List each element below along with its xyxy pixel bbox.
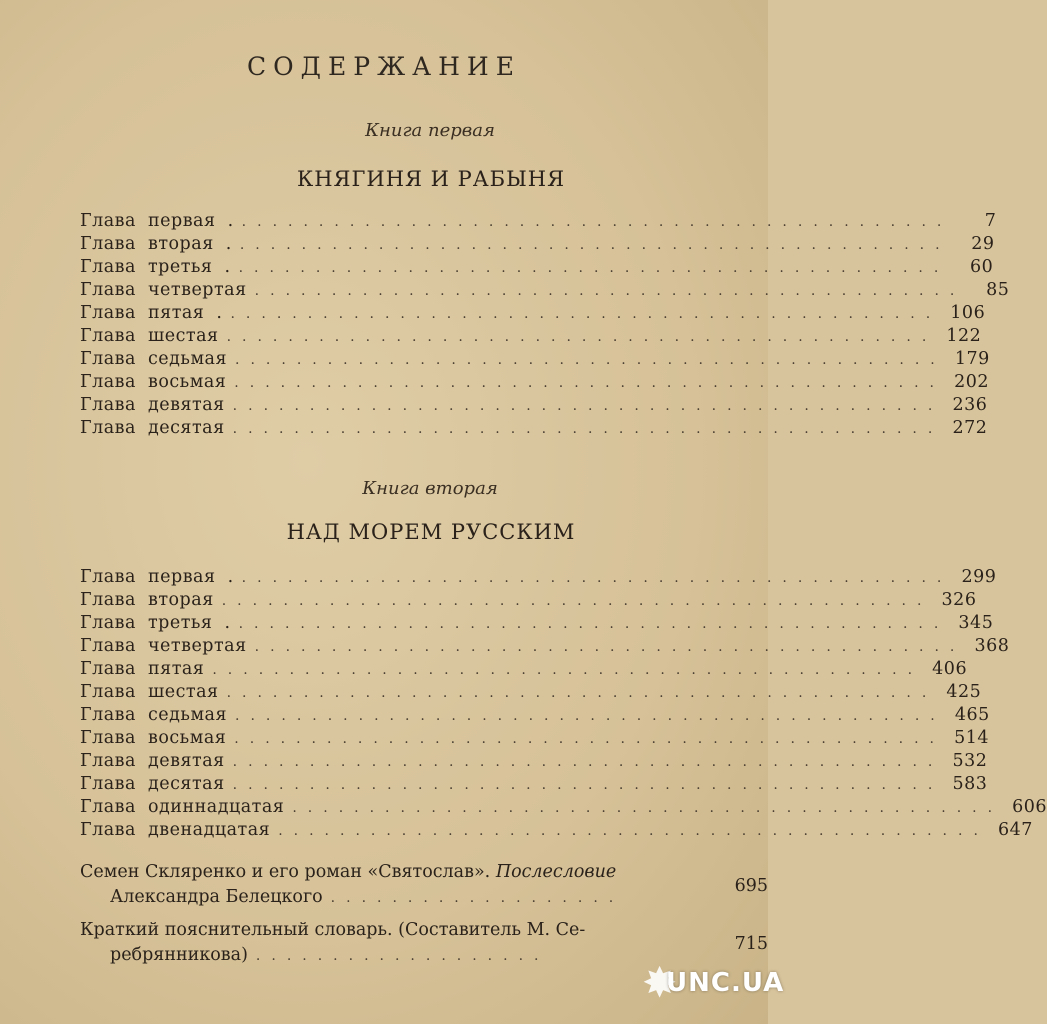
chapter-page: 425 — [946, 682, 982, 702]
chapter-title: Глава четвертая — [80, 636, 247, 656]
chapter-title: Глава шестая — [80, 682, 219, 702]
toc-entry — [80, 417, 988, 440]
dot-leader: .............................................. — [234, 731, 946, 747]
toc-entry — [80, 371, 990, 394]
chapter-title: Глава девятая — [80, 395, 225, 415]
dot-leader: .............................................. — [226, 685, 938, 701]
dot-leader: .............................................. — [232, 421, 944, 437]
watermark-text: UNC.UA — [666, 968, 785, 998]
chapter-page: 179 — [954, 349, 990, 369]
chapter-page: 532 — [952, 751, 988, 771]
toc-entry — [80, 348, 990, 371]
chapter-page: 7 — [984, 211, 997, 231]
toc-entry — [80, 773, 988, 796]
chapter-title: Глава четвертая — [80, 280, 247, 300]
toc-entry — [80, 658, 968, 681]
chapter-page: 606 — [1012, 797, 1047, 817]
book2-chapter-list — [80, 566, 1047, 842]
chapter-title: Глава десятая — [80, 774, 225, 794]
chapter-page: 647 — [998, 820, 1033, 840]
toc-entry — [80, 233, 995, 256]
toc-entry — [80, 256, 994, 279]
toc-entry — [80, 704, 990, 727]
chapter-page: 85 — [986, 280, 1010, 300]
chapter-title: Глава седьмая — [80, 349, 228, 369]
chapter-title: Глава вторая . — [80, 234, 232, 254]
book1-chapter-list — [80, 210, 1010, 440]
star-burst-icon: ✸ — [642, 958, 678, 1007]
chapter-page: 514 — [954, 728, 990, 748]
chapter-title: Глава первая . — [80, 567, 234, 587]
chapter-title: Глава десятая — [80, 418, 225, 438]
toc-entry — [80, 210, 997, 233]
chapter-title: Глава восьмая — [80, 372, 227, 392]
dot-leader: .............................................. — [292, 800, 1004, 816]
dot-leader: .............................................. — [241, 570, 953, 586]
chapter-title: Глава первая . — [80, 211, 234, 231]
dot-leader: .............................................. — [239, 237, 951, 253]
chapter-page: 122 — [946, 326, 982, 346]
dot-leader: .............................................. — [232, 398, 944, 414]
toc-entry — [80, 635, 1010, 658]
chapter-title: Глава двенадцатая — [80, 820, 271, 840]
chapter-title: Глава шестая — [80, 326, 219, 346]
toc-entry — [80, 612, 994, 635]
chapter-title: Глава пятая — [80, 659, 205, 679]
dot-leader: .............................................. — [232, 754, 944, 770]
book1-title: КНЯГИНЯ И РАБЫНЯ — [296, 167, 566, 191]
dot-leader: .............................................. — [212, 662, 924, 678]
chapter-page: 299 — [961, 567, 997, 587]
toc-entry — [80, 727, 990, 750]
toc-entry — [80, 819, 1033, 842]
chapter-page: 465 — [954, 705, 990, 725]
toc-entry — [80, 750, 988, 773]
glossary-page: 715 — [734, 934, 768, 954]
toc-entry — [80, 279, 1010, 302]
dot-leader: ................... — [330, 890, 625, 906]
toc-entry — [80, 325, 982, 348]
dot-leader: .............................................. — [230, 306, 942, 322]
chapter-page: 368 — [974, 636, 1010, 656]
watermark — [642, 958, 785, 1016]
chapter-page: 326 — [941, 590, 977, 610]
glossary-line2: ребрянникова) — [110, 945, 248, 965]
book1-label: Книга первая — [365, 120, 495, 141]
dot-leader: .............................................. — [232, 777, 944, 793]
dot-leader: .............................................. — [238, 260, 950, 276]
chapter-page: 272 — [952, 418, 988, 438]
toc-entry — [80, 394, 988, 417]
toc-entry — [80, 681, 982, 704]
glossary-line1: Краткий пояснительный словарь. (Составитель М. Се- — [80, 920, 586, 940]
chapter-page: 60 — [970, 257, 994, 277]
book2-title: НАД МОРЕМ РУССКИМ — [286, 520, 576, 544]
dot-leader: .............................................. — [235, 352, 946, 368]
toc-entry — [80, 589, 977, 612]
book2-label: Книга вторая — [362, 478, 498, 499]
toc-entry — [80, 566, 997, 589]
dot-leader: ................... — [255, 948, 550, 964]
chapter-title: Глава седьмая — [80, 705, 228, 725]
afterword-entry — [80, 860, 768, 911]
chapter-title: Глава пятая . — [80, 303, 223, 323]
chapter-title: Глава третья . — [80, 613, 231, 633]
afterword-line1: Семен Скляренко и его роман «Святослав». — [80, 862, 491, 882]
dot-leader: .............................................. — [238, 616, 950, 632]
chapter-page: 106 — [950, 303, 986, 323]
dot-leader: .............................................. — [254, 639, 966, 655]
dot-leader: .............................................. — [254, 283, 966, 299]
chapter-title: Глава одиннадцатая — [80, 797, 285, 817]
dot-leader: .............................................. — [234, 375, 946, 391]
chapter-page: 583 — [952, 774, 988, 794]
dot-leader: .............................................. — [235, 708, 946, 724]
chapter-title: Глава девятая — [80, 751, 225, 771]
afterword-italic: Послесловие — [495, 862, 617, 882]
chapter-page: 202 — [954, 372, 990, 392]
toc-entry — [80, 302, 986, 325]
chapter-page: 236 — [952, 395, 988, 415]
chapter-page: 406 — [932, 659, 968, 679]
dot-leader: .............................................. — [241, 214, 953, 230]
chapter-page: 345 — [958, 613, 994, 633]
chapter-title: Глава вторая — [80, 590, 214, 610]
chapter-title: Глава восьмая — [80, 728, 227, 748]
contents-title: СОДЕРЖАНИЕ — [247, 52, 521, 81]
dot-leader: .............................................. — [226, 329, 938, 345]
afterword-line2: Александра Белецкого — [110, 887, 323, 907]
afterword-page: 695 — [734, 876, 768, 896]
chapter-page: 29 — [971, 234, 995, 254]
dot-leader: .............................................. — [278, 823, 989, 839]
chapter-title: Глава третья . — [80, 257, 231, 277]
dot-leader: .............................................. — [221, 593, 933, 609]
toc-entry — [80, 796, 1047, 819]
